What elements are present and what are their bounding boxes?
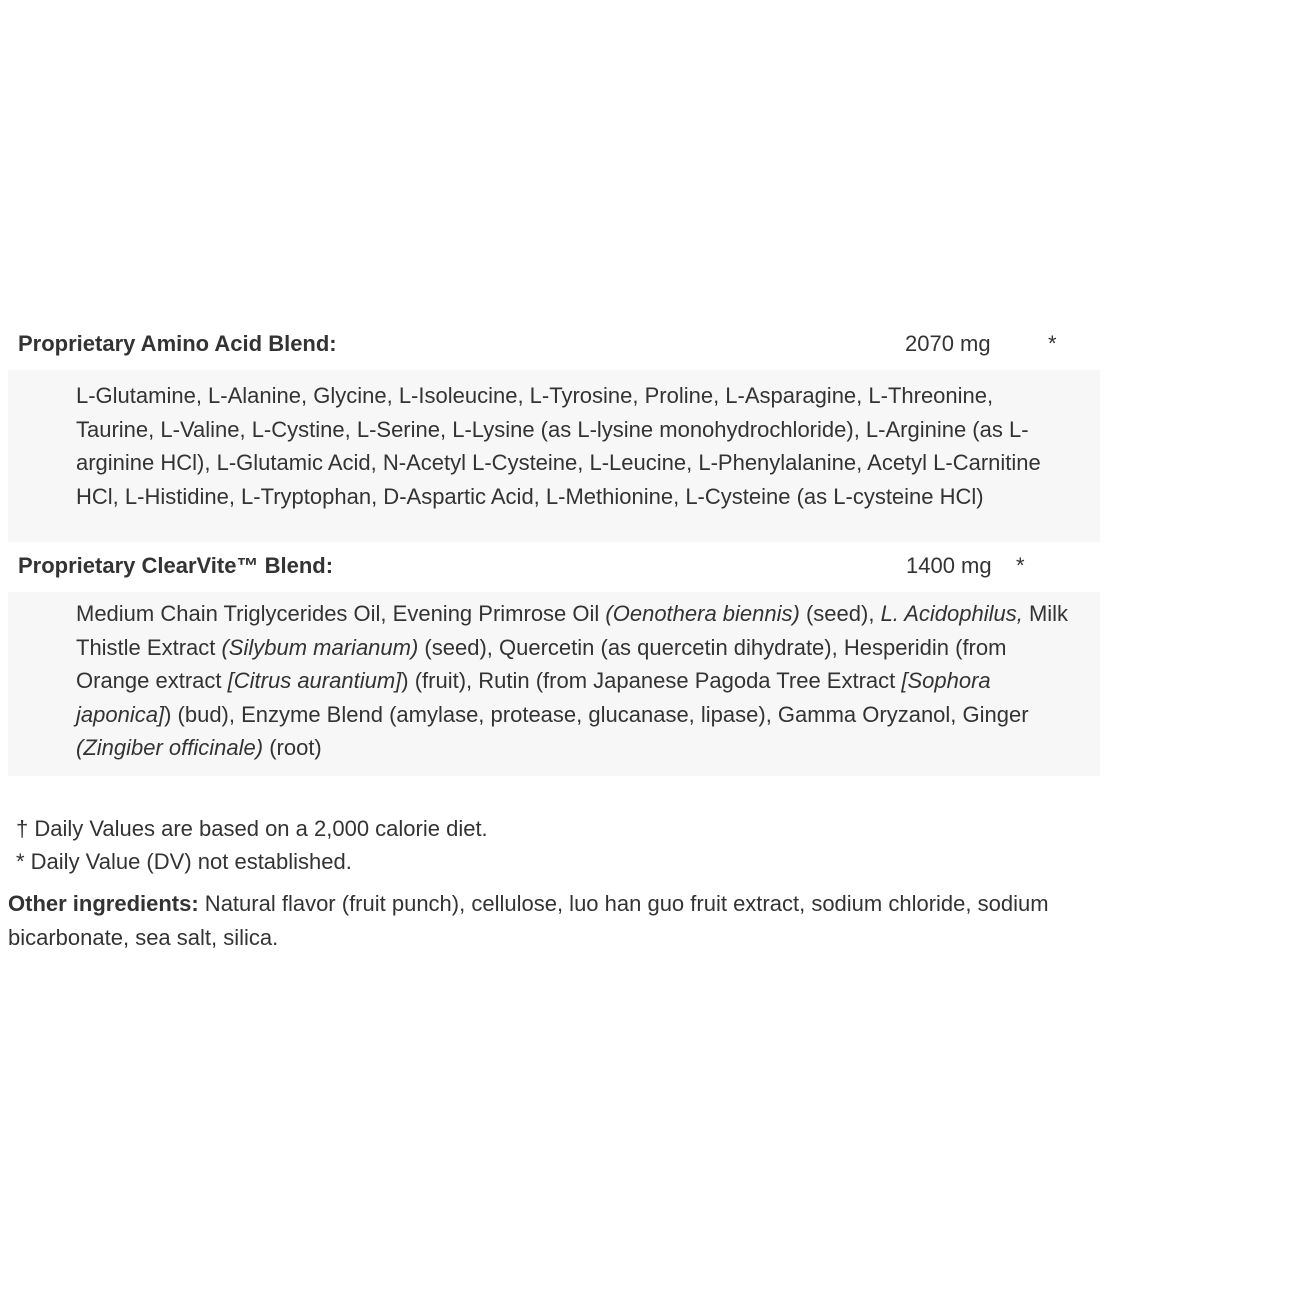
blend-ingredients-amino [8, 370, 1100, 542]
ingredient-text: ) (fruit), Rutin (from Japanese Pagoda Tree Extract [401, 668, 902, 693]
ingredient-latin-name: (Zingiber officinale) [76, 735, 264, 760]
ingredient-latin-name: (Oenothera biennis) [605, 601, 800, 626]
ingredient-latin-name: (Silybum marianum) [221, 634, 419, 660]
ingredient-text: (seed), Quercetin (as quercetin dihydrate), Hesperidin (from Orange extract [76, 634, 1007, 693]
footnote-dv-not-established: * Daily Value (DV) not established. [16, 849, 352, 874]
blend-ingredients-clearvite [8, 592, 1100, 776]
ingredient-text: (seed), [799, 601, 881, 626]
blend-daily-value: * [1048, 331, 1057, 356]
footnotes [16, 812, 488, 878]
blend-name: Proprietary Amino Acid Blend: [18, 331, 337, 356]
other-ingredients-label: Other ingredients: [8, 891, 199, 916]
other-ingredients-text: Natural flavor (fruit punch), cellulose, luo han guo fruit extract, sodium chloride, sodium bicarbonate, sea salt, silica. [8, 891, 1049, 950]
ingredient-text: Milk Thistle Extract [76, 601, 1069, 660]
ingredient-text: Medium Chain Triglycerides Oil, Evening Primrose Oil [76, 601, 606, 626]
ingredient-latin-name: [Sophora japonica] [76, 668, 991, 727]
blend-header-clearvite [8, 542, 1100, 592]
blend-amount: 1400 mg [906, 553, 992, 578]
footnote-daily-values: † Daily Values are based on a 2,000 calorie diet. [16, 816, 488, 841]
blend-header-amino [8, 320, 1100, 370]
blend-name: Proprietary ClearVite™ Blend: [18, 553, 334, 578]
blend-amount: 2070 mg [905, 331, 991, 356]
ingredient-text: (root) [263, 735, 322, 760]
blend-daily-value: * [1016, 553, 1025, 578]
other-ingredients [8, 887, 1078, 954]
ingredient-text: ) (bud), Enzyme Blend (amylase, protease, glucanase, lipase), Gamma Oryzanol, Ginger [164, 701, 1029, 727]
ingredient-text: L-Glutamine, L-Alanine, Glycine, L-Isoleucine, L-Tyrosine, Proline, L-Asparagine, L-Threonine, Taurine, L-Valine, L-Cystine, L-Serine, L-Lysine (as L-lysine monohydrochloride), L-Arginine (as L-arginine HCl), L-Glutamic Acid, N-Acetyl L-Cysteine, L-Leucine, L-Phenylalanine, Acetyl L-Carnitine HCl, L-Histidine, L-Tryptophan, D-Aspartic Acid, L-Methionine, L-Cysteine (as L-cysteine HCl) [76, 383, 1041, 509]
ingredient-latin-name: [Citrus aurantium] [227, 668, 402, 693]
ingredient-latin-name: L. Acidophilus, [880, 601, 1023, 626]
supplement-facts-panel [8, 320, 1100, 776]
